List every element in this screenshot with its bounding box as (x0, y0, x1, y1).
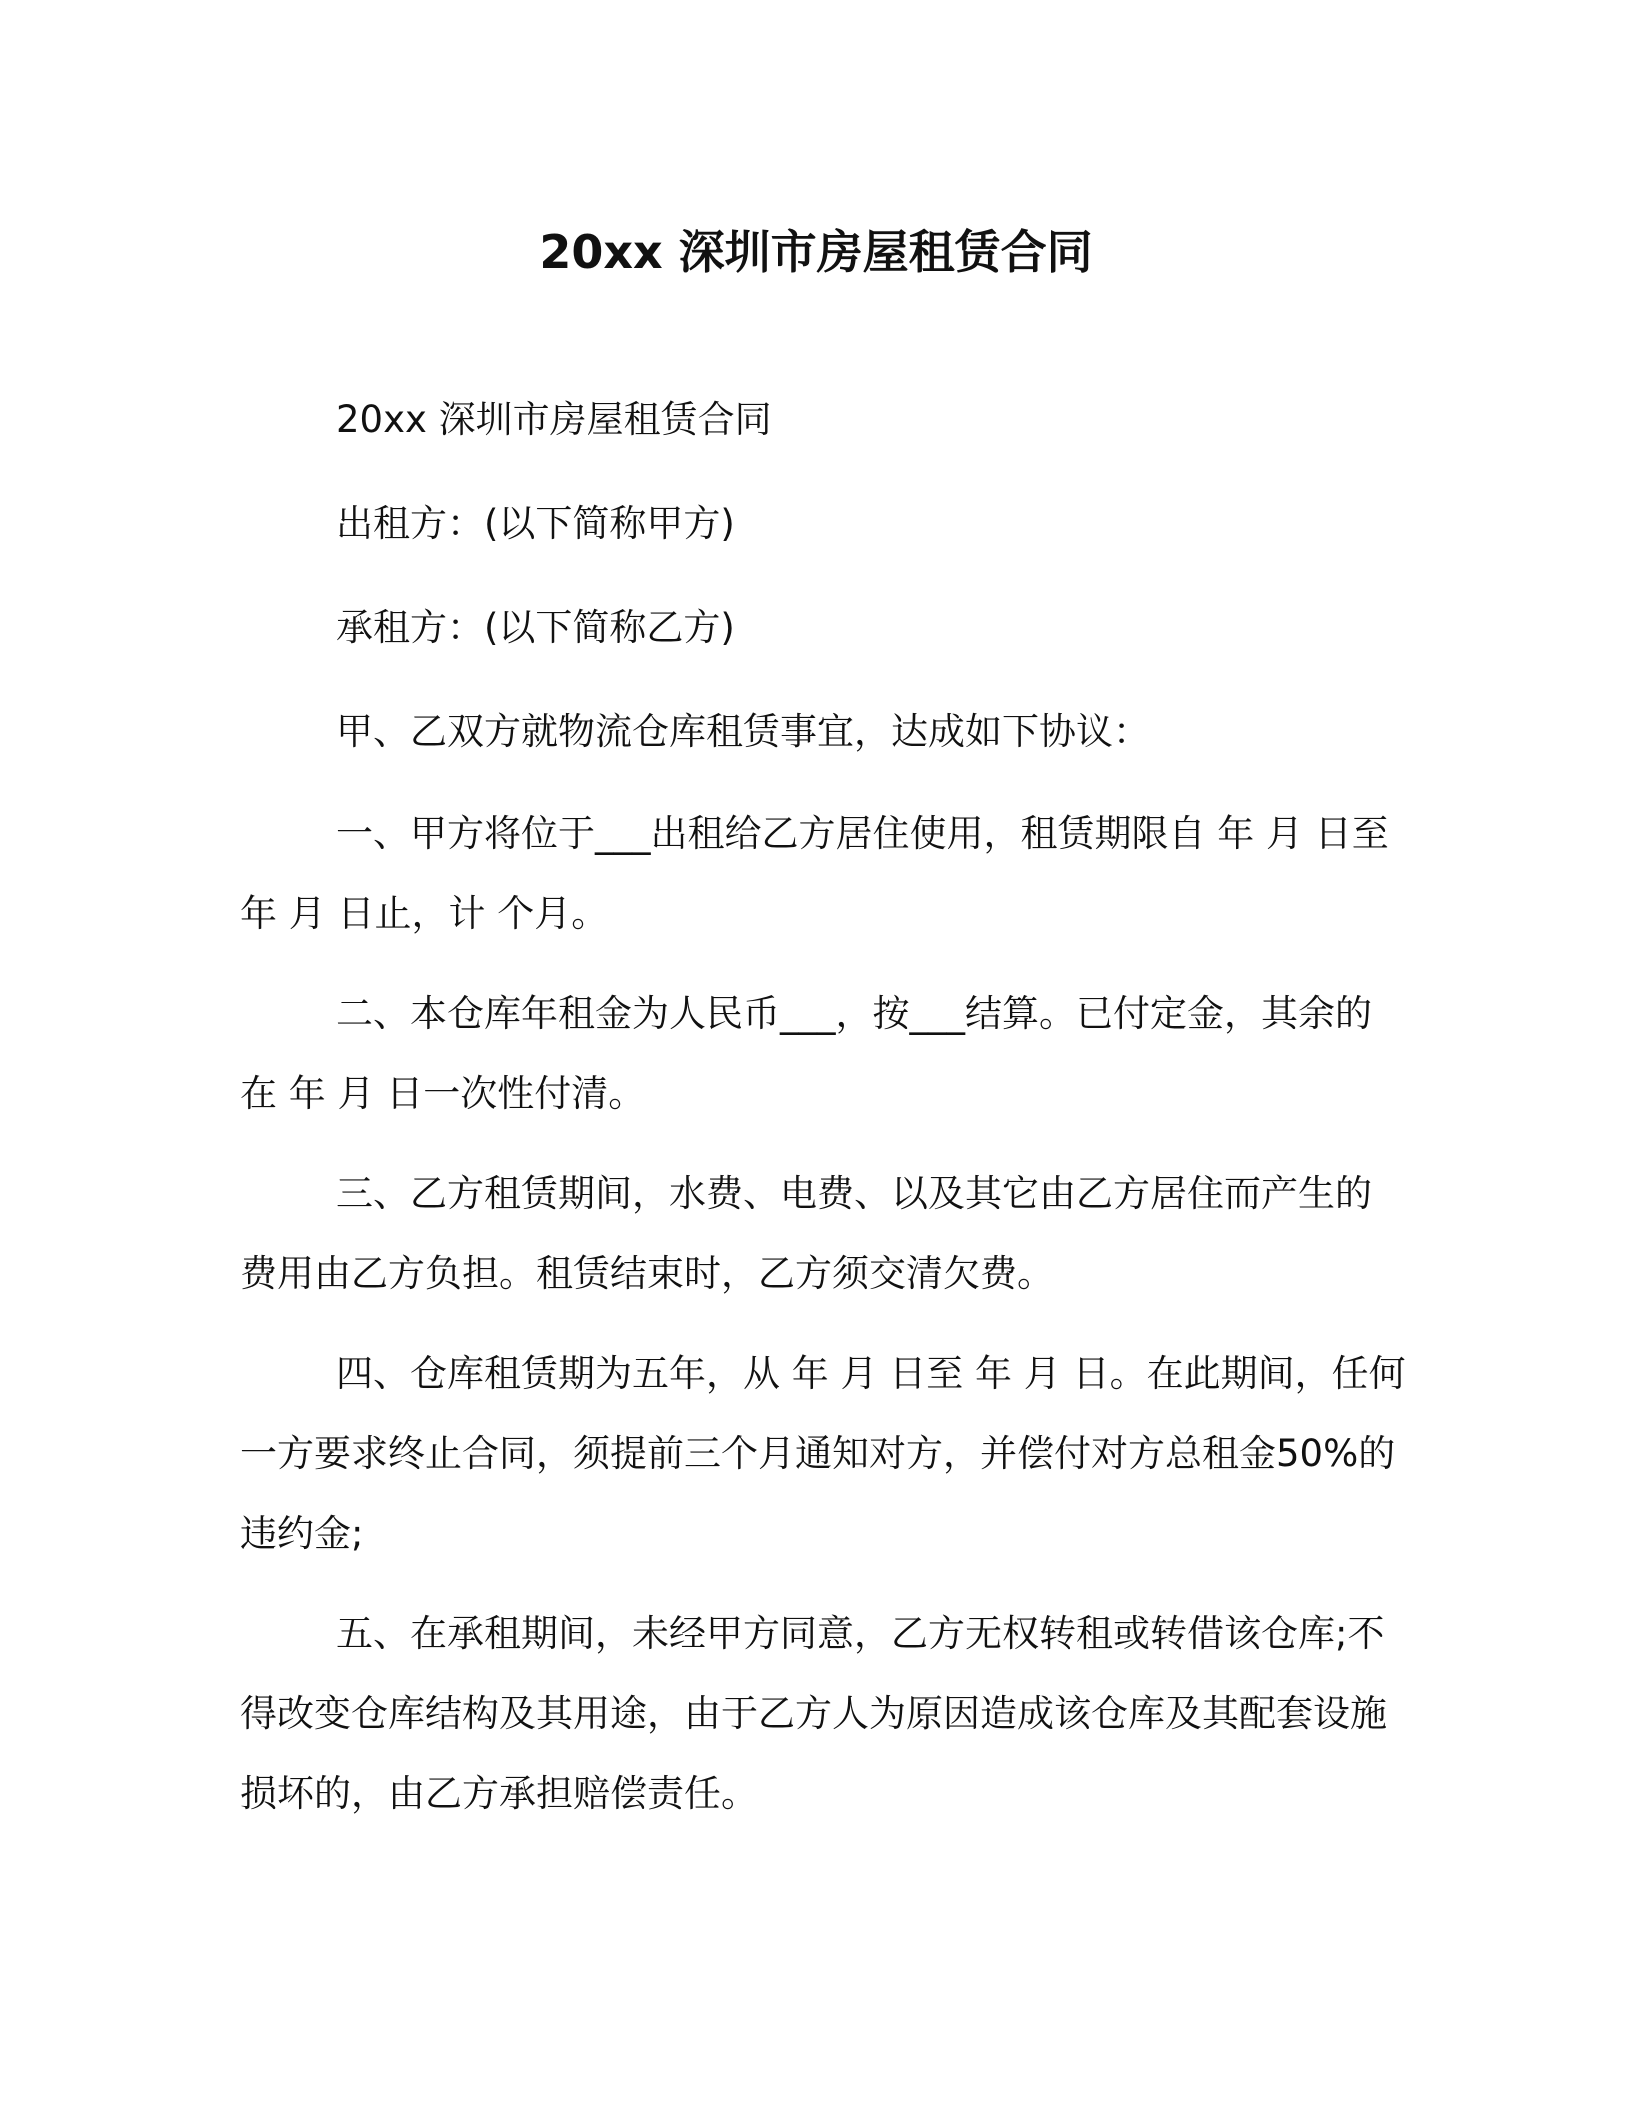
paragraph-agreement-intro: 甲、乙双方就物流仓库租赁事宜，达成如下协议： (336, 710, 1150, 753)
paragraph-clause-2: 二、本仓库年租金为人民币___，按___结算。已付定金，其余的在 年 月 日一次性付清。 (240, 992, 1372, 1115)
document-title: 20xx 深圳市房屋租赁合同 (539, 225, 1093, 279)
paragraph-clause-3: 三、乙方租赁期间，水费、电费、以及其它由乙方居住而产生的费用由乙方负担。租赁结束时，乙方须交清欠费。 (240, 1172, 1372, 1295)
paragraph-clause-4: 四、仓库租赁期为五年，从 年 月 日至 年 月 日。在此期间，任何一方要求终止合同，须提前三个月通知对方，并偿付对方总租金50%的违约金; (240, 1352, 1406, 1555)
paragraph-clause-1: 一、甲方将位于___出租给乙方居住使用，租赁期限自 年 月 日至 年 月 日止，计 个月。 (240, 812, 1389, 935)
paragraph-heading: 20xx 深圳市房屋租赁合同 (336, 398, 772, 441)
paragraph-lessor: 出租方：(以下简称甲方) (336, 502, 735, 545)
paragraph-lessee: 承租方：(以下简称乙方) (336, 606, 735, 649)
paragraph-clause-5: 五、在承租期间，未经甲方同意，乙方无权转租或转借该仓库;不得改变仓库结构及其用途，由于乙方人为原因造成该仓库及其配套设施损坏的，由乙方承担赔偿责任。 (240, 1612, 1387, 1815)
